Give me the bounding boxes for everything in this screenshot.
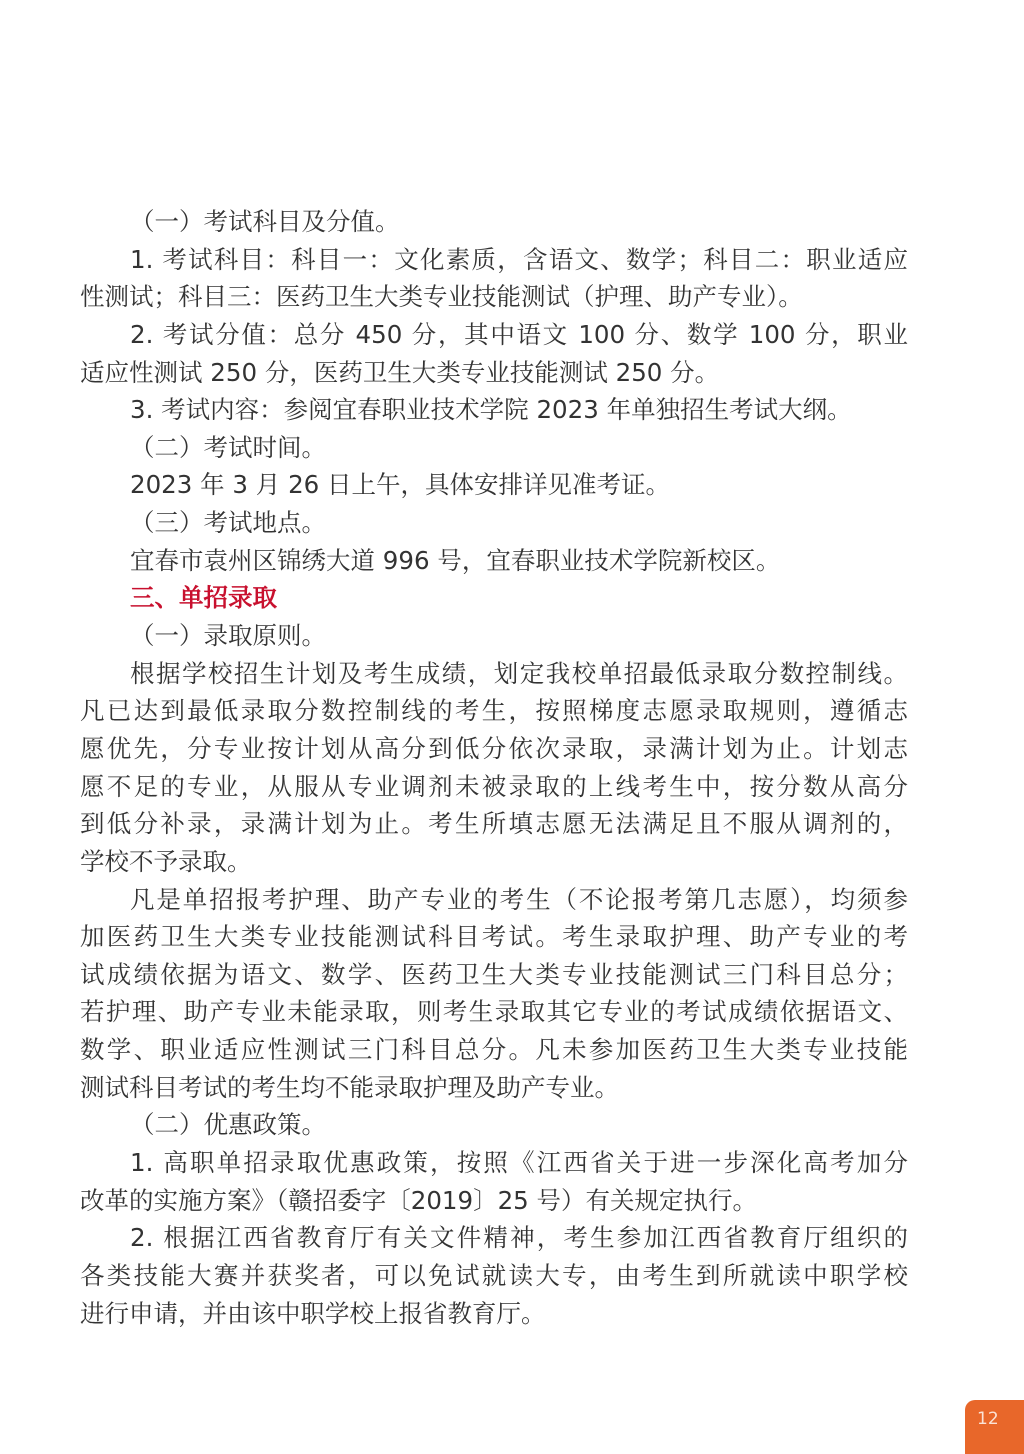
text-line: 凡已达到最低录取分数控制线的考生，按照梯度志愿录取规则，遵循志 xyxy=(80,696,908,726)
text-line: 愿不足的专业，从服从专业调剂未被录取的上线考生中，按分数从高分 xyxy=(80,771,908,801)
text-line: 数学、职业适应性测试三门科目总分。凡未参加医药卫生大类专业技能 xyxy=(80,1035,908,1065)
text-line: 2. 根据江西省教育厅有关文件精神，考生参加江西省教育厅组织的 xyxy=(130,1223,908,1253)
text-line: 3. 考试内容：参阅宜春职业技术学院 2023 年单独招生考试大纲。 xyxy=(130,395,852,425)
text-line: （一）考试科目及分值。 xyxy=(130,207,400,236)
text-line: 到低分补录，录满计划为止。考生所填志愿无法满足且不服从调剂的， xyxy=(80,809,908,839)
text-line: 根据学校招生计划及考生成绩，划定我校单招最低录取分数控制线。 xyxy=(130,658,908,688)
page-number-badge xyxy=(965,1400,1024,1454)
text-line: 进行申请，并由该中职学校上报省教育厅。 xyxy=(80,1298,546,1328)
text-line: 2. 考试分值：总分 450 分，其中语文 100 分、数学 100 分，职业 xyxy=(130,319,908,349)
text-line: （二）优惠政策。 xyxy=(130,1110,326,1140)
text-line: 1. 考试科目：科目一：文化素质，含语文、数学；科目二：职业适应 xyxy=(130,244,908,274)
text-line: 1. 高职单招录取优惠政策，按照《江西省关于进一步深化高考加分 xyxy=(130,1148,908,1178)
text-line: （三）考试地点。 xyxy=(130,508,326,538)
text-line: 凡是单招报考护理、助产专业的考生（不论报考第几志愿），均须参 xyxy=(130,884,908,914)
text-line: （一）录取原则。 xyxy=(130,621,326,651)
text-line: 性测试；科目三：医药卫生大类专业技能测试（护理、助产专业）。 xyxy=(80,282,803,312)
section-heading: 三、单招录取 xyxy=(130,583,277,613)
text-line: 加医药卫生大类专业技能测试科目考试。考生录取护理、助产专业的考 xyxy=(80,922,908,952)
text-line: 愿优先，分专业按计划从高分到低分依次录取，录满计划为止。计划志 xyxy=(80,733,908,763)
text-line: 2023 年 3 月 26 日上午，具体安排详见准考证。 xyxy=(130,470,671,500)
text-line: 测试科目考试的考生均不能录取护理及助产专业。 xyxy=(80,1072,619,1102)
text-line: 适应性测试 250 分，医药卫生大类专业技能测试 250 分。 xyxy=(80,357,720,387)
page-number: 12 xyxy=(977,1409,999,1429)
text-line: 试成绩依据为语文、数学、医药卫生大类专业技能测试三门科目总分； xyxy=(80,959,908,989)
body-text xyxy=(80,203,908,1332)
text-line: 宜春市袁州区锦绣大道 996 号，宜春职业技术学院新校区。 xyxy=(130,545,781,575)
text-line: 改革的实施方案》（赣招委字〔2019〕25 号）有关规定执行。 xyxy=(80,1185,758,1215)
text-line: 若护理、助产专业未能录取，则考生录取其它专业的考试成绩依据语文、 xyxy=(80,997,908,1027)
text-line: 各类技能大赛并获奖者，可以免试就读大专，由考生到所就读中职学校 xyxy=(80,1260,908,1290)
text-line: 学校不予录取。 xyxy=(80,846,252,876)
text-line: （二）考试时间。 xyxy=(130,432,326,462)
